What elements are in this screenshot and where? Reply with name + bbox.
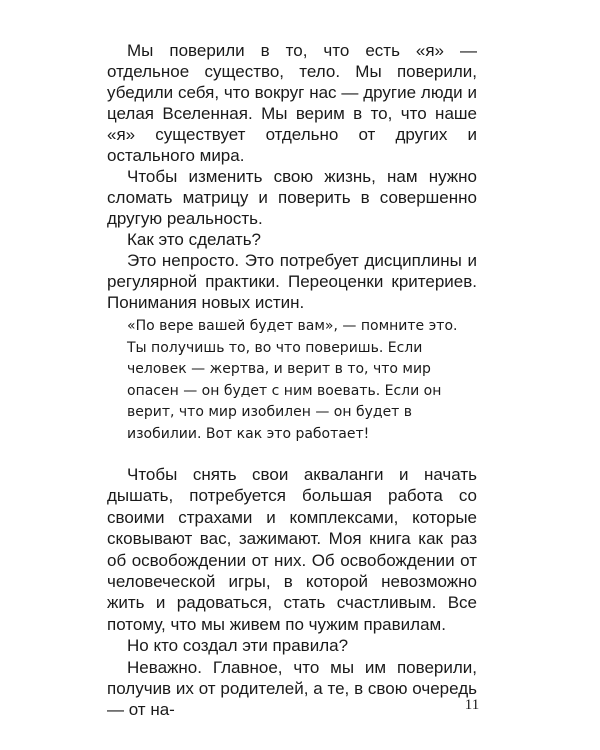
page-number: 11 (464, 697, 480, 713)
paragraph: Чтобы снять свои акваланги и начать дышать, потребуется большая работа со своими страхами и комплексами, которые сковывают вас, зажимают. Моя книга как раз об освобождении от них. Об освобождении от человеческой игры, в которой невозможно жить и радоваться, стать счастливым. Все потому, что мы живем по чужим правилам. (107, 465, 477, 634)
paragraph: Мы поверили в то, что есть «я» — отдельное существо, тело. Мы поверили, убедили себя, что вокруг нас — другие люди и целая Вселенная. Мы верим в то, что наше «я» существует отдельно от других и остального мира. (107, 41, 477, 165)
bottom-text-block (107, 464, 477, 721)
paragraph: Как это сделать? (127, 230, 261, 249)
paragraph: Неважно. Главное, что мы им поверили, получив их от родителей, а те, в свою очередь — от на- (107, 657, 477, 720)
paragraph: Чтобы изменить свою жизнь, нам нужно сломать матрицу и поверить в совершенно другую реальность. (107, 167, 477, 228)
paragraph: Но кто создал эти правила? (127, 636, 349, 656)
paragraph: Это непросто. Это потребует дисциплины и регулярной практики. Переоценки критериев. Понимания новых истин. (107, 251, 477, 312)
top-text-block (107, 40, 477, 313)
quote-block: «По вере вашей будет вам», — помните это. Ты получишь то, во что поверишь. Если человек — жертва, и верит в то, что мир опасен — он будет с ним воевать. Если он верит, что мир изобилен — он будет в изобилии. Вот как это работает! (127, 318, 458, 442)
